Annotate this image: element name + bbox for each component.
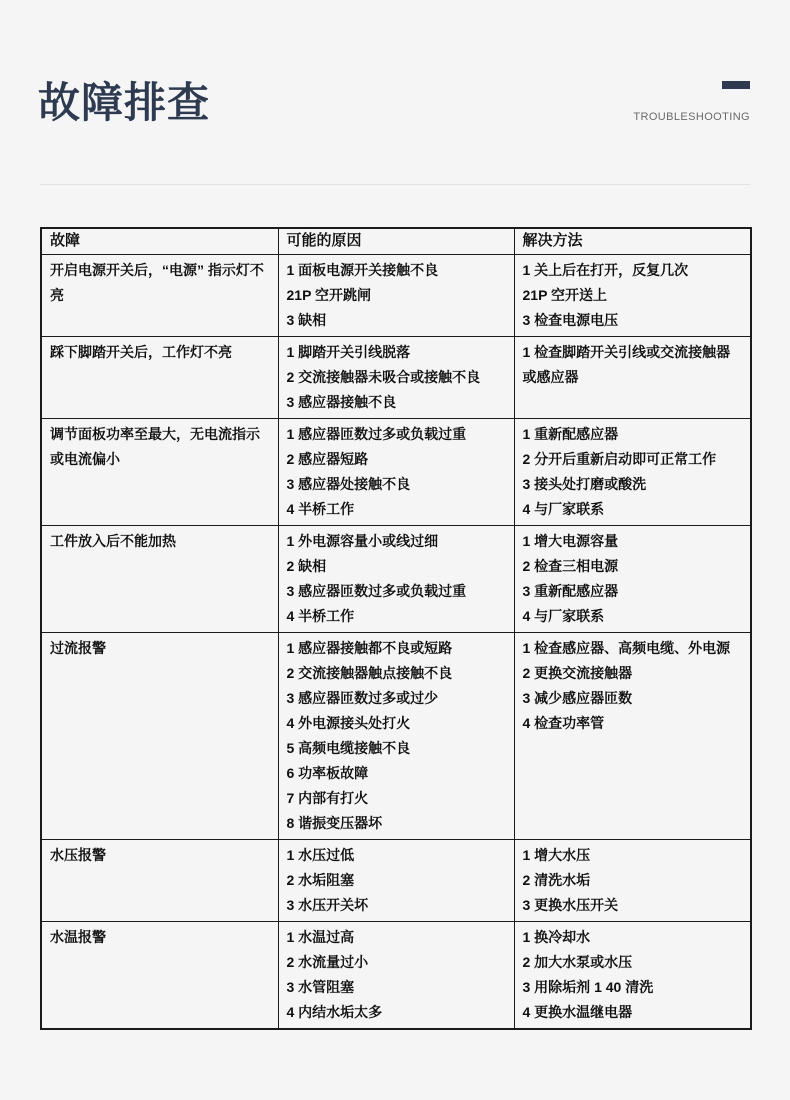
table-body xyxy=(41,255,751,1030)
solution-line: 2 分开后重新启动即可正常工作 xyxy=(522,451,717,467)
solution-line: 3 更换水压开关 xyxy=(522,897,619,913)
solution-line: 3 用除垢剂 1 40 清洗 xyxy=(522,979,654,995)
solution-line: 21P 空开送上 xyxy=(522,287,608,303)
fault-cell xyxy=(41,255,278,337)
fault-text: 水温报警 xyxy=(50,929,106,945)
solutions-cell xyxy=(514,922,751,1030)
cause-line: 3 感应器匝数过多或过少 xyxy=(286,690,439,706)
solution-line: 2 检查三相电源 xyxy=(522,558,619,574)
page-title: 故障排查 xyxy=(38,79,211,126)
solution-line: 2 加大水泵或水压 xyxy=(522,954,633,970)
cause-line: 2 缺相 xyxy=(286,558,327,574)
solution-line: 3 重新配感应器 xyxy=(522,583,619,599)
solutions-cell xyxy=(514,255,751,337)
solutions-cell xyxy=(514,840,751,922)
causes-cell xyxy=(278,419,514,526)
solutions-cell xyxy=(514,526,751,633)
fault-cell xyxy=(41,922,278,1030)
cause-line: 1 面板电源开关接触不良 xyxy=(286,262,439,278)
fault-cell xyxy=(41,840,278,922)
cause-line: 3 缺相 xyxy=(286,312,327,328)
cause-line: 2 交流接触器未吸合或接触不良 xyxy=(286,369,481,385)
cause-line: 3 感应器匝数过多或负载过重 xyxy=(286,583,467,599)
causes-cell xyxy=(278,526,514,633)
cause-line: 1 水压过低 xyxy=(286,847,355,863)
causes-cell xyxy=(278,255,514,337)
table-row xyxy=(41,255,751,337)
solution-line: 1 换冷却水 xyxy=(522,929,591,945)
table-row xyxy=(41,337,751,419)
solutions-cell xyxy=(514,337,751,419)
solution-line: 1 重新配感应器 xyxy=(522,426,619,442)
solution-line: 4 检查功率管 xyxy=(522,715,605,731)
cause-line: 1 感应器接触都不良或短路 xyxy=(286,640,453,656)
table-row xyxy=(41,526,751,633)
solution-line: 4 更换水温继电器 xyxy=(522,1004,633,1020)
cause-line: 2 水垢阻塞 xyxy=(286,872,355,888)
table-header-row xyxy=(41,228,751,255)
solution-line: 1 检查脚踏开关引线或交流接触器或感应器 xyxy=(522,344,731,385)
causes-cell xyxy=(278,337,514,419)
header-divider xyxy=(40,184,750,185)
accent-dash-icon xyxy=(722,81,750,89)
troubleshooting-table xyxy=(40,227,752,1030)
solution-line: 2 更换交流接触器 xyxy=(522,665,633,681)
causes-cell xyxy=(278,922,514,1030)
solution-line: 1 检查感应器、高频电缆、外电源 xyxy=(522,640,731,656)
solution-line: 4 与厂家联系 xyxy=(522,501,605,517)
solution-line: 1 增大水压 xyxy=(522,847,591,863)
column-header-solutions: 解决方法 xyxy=(514,228,751,255)
column-header-fault: 故障 xyxy=(41,228,278,255)
cause-line: 5 高频电缆接触不良 xyxy=(286,740,411,756)
cause-line: 6 功率板故障 xyxy=(286,765,369,781)
table-row xyxy=(41,419,751,526)
table-row xyxy=(41,633,751,840)
fault-text: 过流报警 xyxy=(50,640,106,656)
cause-line: 4 半桥工作 xyxy=(286,501,355,517)
table-row xyxy=(41,840,751,922)
solution-line: 2 清洗水垢 xyxy=(522,872,591,888)
column-header-causes: 可能的原因 xyxy=(278,228,514,255)
causes-cell xyxy=(278,633,514,840)
fault-cell xyxy=(41,633,278,840)
cause-line: 3 感应器处接触不良 xyxy=(286,476,411,492)
solution-line: 3 减少感应器匝数 xyxy=(522,690,633,706)
cause-line: 1 外电源容量小或线过细 xyxy=(286,533,439,549)
cause-line: 3 水压开关坏 xyxy=(286,897,369,913)
page-subtitle: TROUBLESHOOTING xyxy=(633,111,750,123)
cause-line: 21P 空开跳闸 xyxy=(286,287,372,303)
solution-line: 1 关上后在打开，反复几次 xyxy=(522,262,689,278)
fault-cell xyxy=(41,526,278,633)
solution-line: 4 与厂家联系 xyxy=(522,608,605,624)
fault-text: 水压报警 xyxy=(50,847,106,863)
table-row xyxy=(41,922,751,1030)
cause-line: 1 感应器匝数过多或负载过重 xyxy=(286,426,467,442)
solution-line: 3 接头处打磨或酸洗 xyxy=(522,476,647,492)
fault-cell xyxy=(41,337,278,419)
cause-line: 8 谐振变压器坏 xyxy=(286,815,383,831)
fault-text: 开启电源开关后，“电源” 指示灯不亮 xyxy=(50,262,264,303)
fault-cell xyxy=(41,419,278,526)
solution-line: 1 增大电源容量 xyxy=(522,533,619,549)
cause-line: 1 脚踏开关引线脱落 xyxy=(286,344,411,360)
cause-line: 2 水流量过小 xyxy=(286,954,369,970)
cause-line: 2 交流接触器触点接触不良 xyxy=(286,665,453,681)
cause-line: 4 内结水垢太多 xyxy=(286,1004,383,1020)
cause-line: 3 感应器接触不良 xyxy=(286,394,397,410)
cause-line: 4 半桥工作 xyxy=(286,608,355,624)
fault-text: 工件放入后不能加热 xyxy=(50,533,176,549)
solutions-cell xyxy=(514,633,751,840)
cause-line: 1 水温过高 xyxy=(286,929,355,945)
fault-text: 调节面板功率至最大，无电流指示或电流偏小 xyxy=(50,426,260,467)
cause-line: 3 水管阻塞 xyxy=(286,979,355,995)
causes-cell xyxy=(278,840,514,922)
cause-line: 2 感应器短路 xyxy=(286,451,369,467)
solution-line: 3 检查电源电压 xyxy=(522,312,619,328)
cause-line: 4 外电源接头处打火 xyxy=(286,715,411,731)
fault-text: 踩下脚踏开关后，工作灯不亮 xyxy=(50,344,232,360)
cause-line: 7 内部有打火 xyxy=(286,790,369,806)
solutions-cell xyxy=(514,419,751,526)
